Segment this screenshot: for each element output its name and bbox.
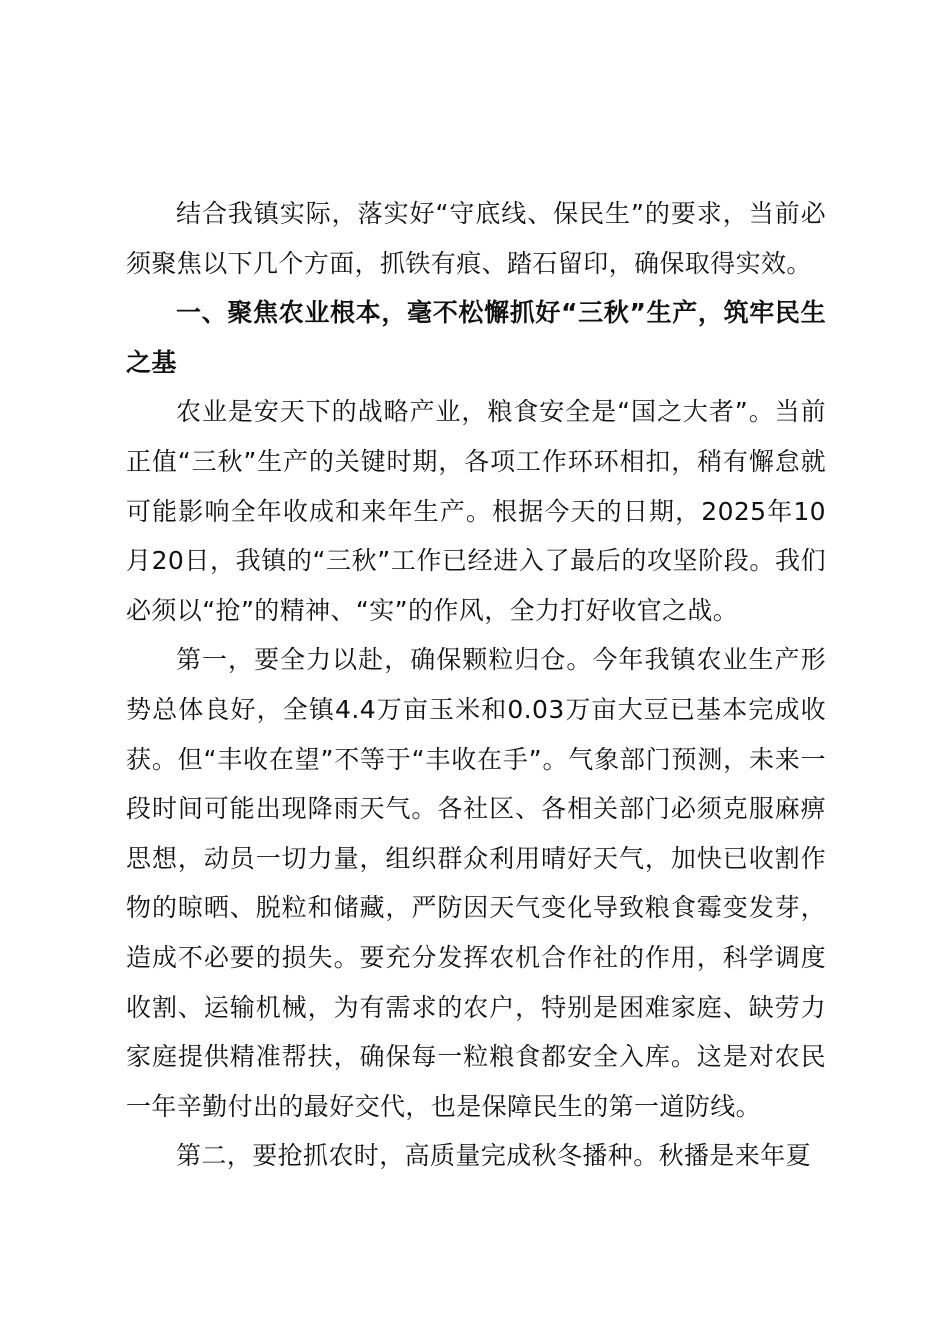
paragraph-first-point: 第一，要全力以赴，确保颗粒归仓。今年我镇农业生产形势总体良好，全镇4.4万亩玉米和0.03万亩大豆已基本完成收获。但“丰收在望”不等于“丰收在手”。气象部门预测，未来一段时间可能出现降雨天气。各社区、各相关部门必须克服麻痹思想，动员一切力量，组织群众利用晴好天气，加快已收割作物的晾晒、脱粒和储藏，严防因天气变化导致粮食霉变发芽，造成不必要的损失。要充分发挥农机合作社的作用，科学调度收割、运输机械，为有需求的农户，特别是困难家庭、缺劳力家庭提供精准帮扶，确保每一粒粮食都安全入库。这是对农民一年辛勤付出的最好交代，也是保障民生的第一道防线。 [126, 645, 826, 1121]
document-body [126, 189, 826, 1181]
paragraph-second-point: 第二，要抢抓农时，高质量完成秋冬播种。秋播是来年夏 [176, 1141, 812, 1171]
paragraph-agriculture: 农业是安天下的战略产业，粮食安全是“国之大者”。当前正值“三秋”生产的关键时期，各项工作环环相扣，稍有懈怠就可能影响全年收成和来年生产。根据今天的日期，2025年10月20日，我镇的“三秋”工作已经进入了最后的攻坚阶段。我们必须以“抢”的精神、“实”的作风，全力打好收官之战。 [126, 397, 826, 625]
section-heading: 一、聚焦农业根本，毫不松懈抓好“三秋”生产，筑牢民生之基 [126, 298, 826, 377]
paragraph-intro: 结合我镇实际，落实好“守底线、保民生”的要求，当前必须聚焦以下几个方面，抓铁有痕、踏石留印，确保取得实效。 [126, 199, 826, 278]
